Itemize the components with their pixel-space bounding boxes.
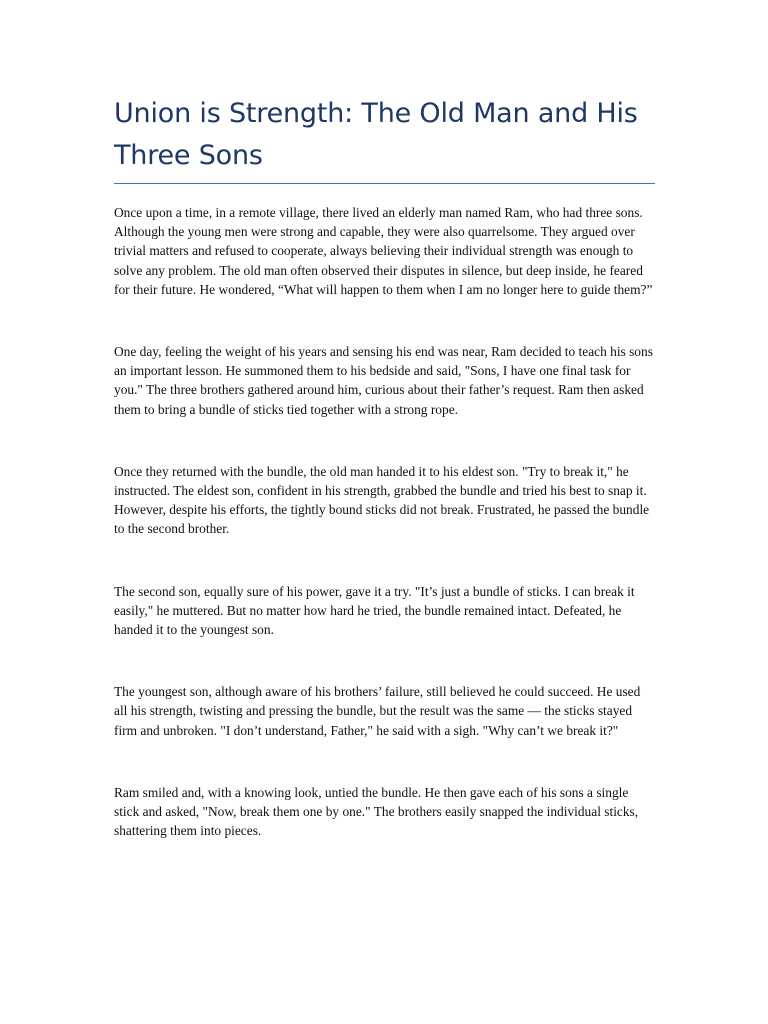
paragraph-1: Once upon a time, in a remote village, there lived an elderly man named Ram, who had three sons. Although the young men were strong and capable, they were also quarrelsome. They argued over trivial matters and refused to cooperate, always believing their individual strength was enough to solve any problem. The old man often observed their disputes in silence, but deep inside, he feared for their future. He wondered, “What will happen to them when I am no longer here to guide them?” [114,205,653,297]
paragraph-6: Ram smiled and, with a knowing look, untied the bundle. He then gave each of his sons a single stick and asked, "Now, break them one by one." The brothers easily snapped the individual sticks, shattering them into pieces. [114,784,639,839]
document-content [114,93,655,840]
paragraph-2: One day, feeling the weight of his years and sensing his end was near, Ram decided to teach his sons an important lesson. He summoned them to his bedside and said, "Sons, I have one final task for you." The three brothers gathered around him, curious about their father’s request. Ram then asked them to bring a bundle of sticks tied together with a strong rope. [114,344,653,417]
paragraph-3: Once they returned with the bundle, the old man handed it to his eldest son. "Try to break it," he instructed. The eldest son, confident in his strength, grabbed the bundle and tried his best to snap it. However, despite his efforts, the tightly bound sticks did not break. Frustrated, he passed the bundle to the second brother. [114,463,650,537]
paragraph-5: The youngest son, although aware of his brothers’ failure, still believed he could succeed. He used all his strength, twisting and pressing the bundle, but the result was the same — the sticks stayed firm and unbroken. "I don’t understand, Father," he said with a sigh. "Why can’t we break it?" [114,684,641,738]
document-title: Union is Strength: The Old Man and His Three Sons [114,98,638,171]
title-underline-rule [114,183,655,184]
paragraph-4: The second son, equally sure of his power, gave it a try. "It’s just a bundle of sticks. I can break it easily," he muttered. But no matter how hard he tried, the bundle remained intact. Defeated, he handed it to the youngest son. [114,583,635,638]
